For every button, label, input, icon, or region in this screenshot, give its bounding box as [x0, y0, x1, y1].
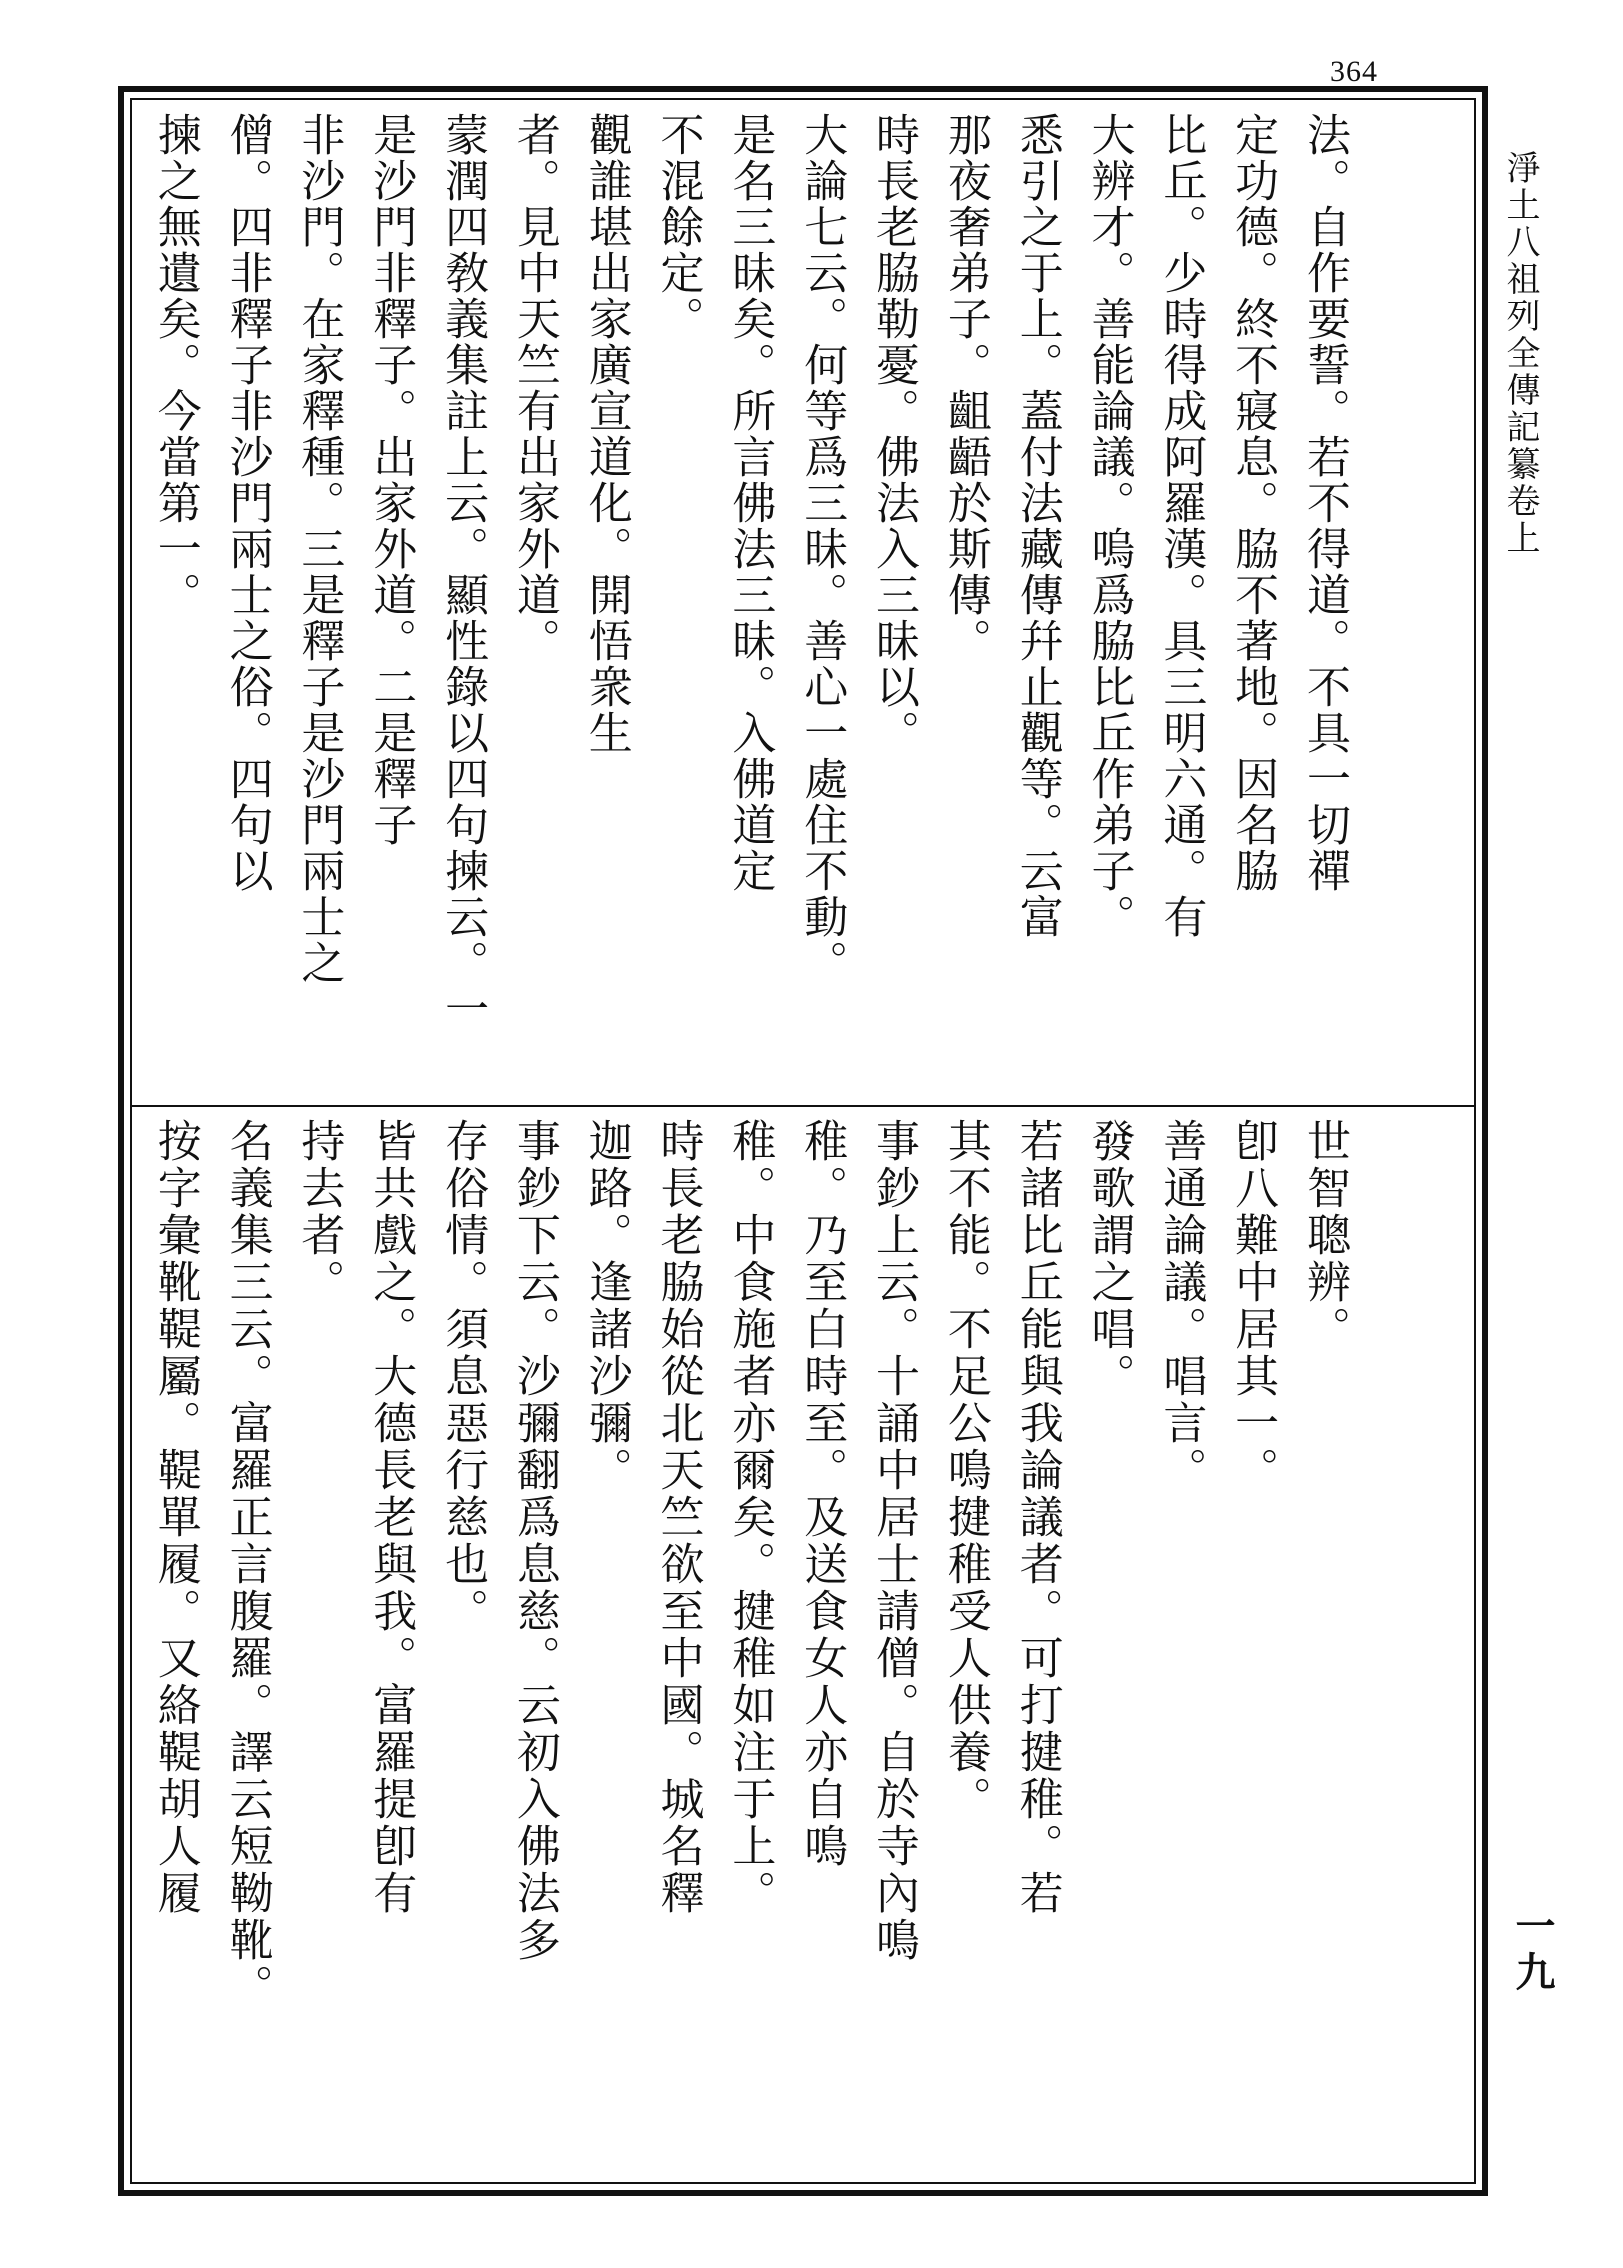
lower-text-block — [150, 1118, 1365, 2178]
text-column: 稚。中食施者亦爾矣。揵稚如注于上。 — [724, 1118, 776, 1917]
text-column: 名義集三云。富羅正言腹羅。譯云短靿靴。 — [221, 1118, 273, 2011]
text-column: 存俗情。須息惡行慈也。 — [437, 1118, 489, 1635]
text-column: 卽八難中居其一。 — [1227, 1118, 1279, 1494]
text-column: 者。見中天竺有出家外道。 — [509, 112, 560, 664]
text-column: 發歌謂之唱。 — [1083, 1118, 1135, 1400]
text-column: 迦路。逢諸沙彌。 — [580, 1118, 632, 1494]
text-column: 時長老脇勒憂。佛法入三昧以。 — [868, 112, 920, 756]
text-column: 是名三昧矣。所言佛法三昧。入佛道定 — [724, 112, 776, 894]
text-column: 法。自作要誓。若不得道。不具一切禪 — [1299, 112, 1350, 894]
text-column: 不混餘定。 — [652, 112, 704, 342]
text-column: 若諸比丘能與我論議者。可打揵稚。若 — [1011, 1118, 1063, 1917]
folio: 一九 — [1509, 1905, 1556, 1997]
text-column: 持去者。 — [293, 1118, 345, 1306]
text-column: 善通論議。唱言。 — [1155, 1118, 1207, 1494]
text-column: 僧。四非釋子非沙門兩士之俗。四句以 — [221, 112, 273, 894]
text-column: 非沙門。在家釋種。三是釋子是沙門兩士之 — [293, 112, 345, 986]
text-column: 大論七云。何等爲三昧。善心一處住不動。 — [796, 112, 848, 986]
section-divider — [132, 1105, 1474, 1107]
text-column: 定功德。終不寢息。脇不著地。因名脇 — [1227, 112, 1279, 894]
text-column: 時長老脇始從北天竺欲至中國。城名釋 — [652, 1118, 704, 1917]
page-number: 364 — [1330, 55, 1378, 88]
text-column: 稚。乃至白時至。及送食女人亦自鳴 — [796, 1118, 848, 1870]
text-column: 比丘。少時得成阿羅漢。具三明六通。有 — [1155, 112, 1207, 940]
text-column: 蒙潤四敎義集註上云。顯性錄以四句揀云。一 — [437, 112, 489, 1032]
text-column: 大辨才。善能論議。嗚爲脇比丘作弟子。 — [1083, 112, 1135, 940]
text-column: 世智聰辨。 — [1299, 1118, 1350, 1353]
text-column: 事鈔上云。十誦中居士請僧。自於寺內鳴 — [868, 1118, 920, 1964]
upper-text-block — [150, 112, 1365, 1092]
running-head: 淨土八祖列全傳記纂卷上 — [1500, 150, 1540, 557]
text-column: 事鈔下云。沙彌翻爲息慈。云初入佛法多 — [509, 1118, 560, 1964]
text-column: 是沙門非釋子。出家外道。二是釋子 — [365, 112, 417, 848]
text-column: 揀之無遺矣。今當第一。 — [149, 112, 201, 618]
text-column: 那夜奢弟子。齟齬於斯傳。 — [940, 112, 991, 664]
text-column: 其不能。不足公鳴揵稚受人供養。 — [940, 1118, 991, 1823]
text-column: 觀誰堪出家廣宣道化。開悟衆生 — [580, 112, 632, 756]
text-column: 按字彙靴鞮屬。鞮單履。又絡鞮胡人履 — [149, 1118, 201, 1917]
text-column: 皆共戲之。大德長老與我。富羅提卽有 — [365, 1118, 417, 1917]
text-column: 悉引之于上。蓋付法藏傳幷止觀等。云富 — [1011, 112, 1063, 940]
